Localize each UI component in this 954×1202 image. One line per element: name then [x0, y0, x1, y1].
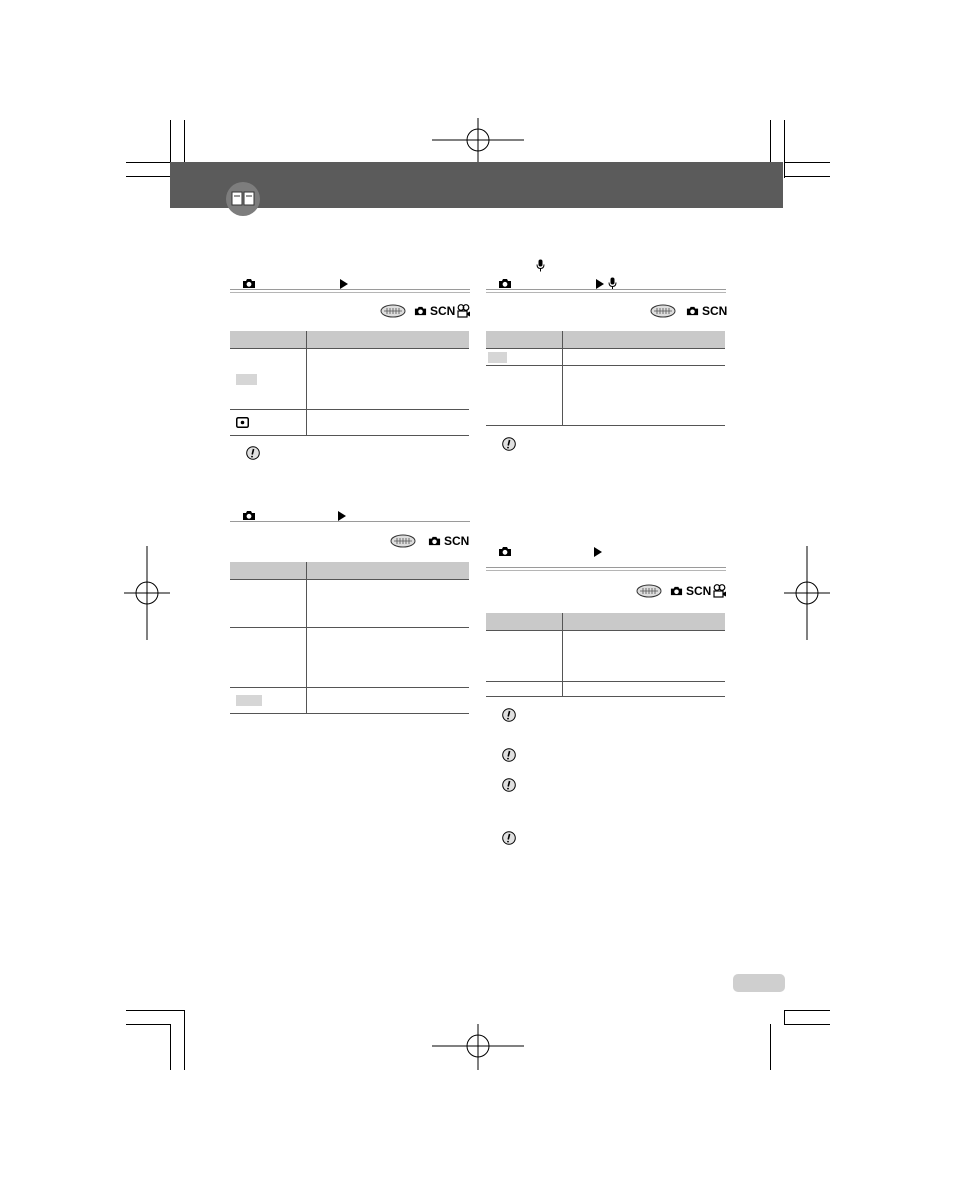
table-header-row — [230, 331, 469, 349]
mode-dial-icon — [650, 304, 676, 318]
table-header — [563, 331, 726, 349]
description-cell — [563, 349, 726, 366]
mode-dial-icon — [636, 584, 662, 598]
table-header — [230, 562, 307, 580]
table-header — [307, 331, 470, 349]
menu-path-left-2 — [230, 508, 470, 526]
mode-dial-icon — [380, 304, 406, 318]
options-table-left-1 — [230, 331, 469, 436]
options-table-right-1 — [486, 331, 725, 426]
table-header-row — [486, 331, 725, 349]
options-table-left-2 — [230, 562, 469, 714]
registration-mark-left — [124, 546, 170, 640]
divider — [230, 292, 470, 293]
movie-camera-icon — [713, 584, 726, 598]
table-row — [230, 688, 469, 714]
table-header — [486, 613, 563, 631]
play-arrow-icon — [594, 547, 602, 557]
camera-icon — [242, 278, 256, 289]
table-row — [230, 349, 469, 410]
option-cell — [230, 628, 307, 688]
divider — [486, 289, 726, 290]
mode-indicator-right-1 — [650, 304, 726, 320]
camera-icon — [242, 510, 256, 521]
divider — [486, 292, 726, 293]
description-cell — [563, 366, 726, 426]
scn-mode-label: SCN — [686, 584, 712, 598]
registration-mark-right — [784, 546, 830, 640]
scn-mode-label: SCN — [430, 304, 456, 318]
description-cell — [307, 628, 470, 688]
camera-icon — [498, 546, 512, 557]
table-header — [307, 562, 470, 580]
mode-indicator-left-1 — [380, 304, 470, 320]
divider — [230, 289, 470, 290]
note-icon — [502, 778, 516, 792]
play-arrow-icon — [338, 511, 346, 521]
table-row — [486, 349, 725, 366]
registration-mark-bottom — [432, 1024, 524, 1070]
option-cell — [230, 580, 307, 628]
header-bar — [170, 162, 783, 208]
note-icon — [502, 831, 516, 845]
section-heading — [486, 258, 726, 274]
note-icon — [502, 437, 516, 451]
table-row — [486, 682, 725, 697]
options-table-right-2 — [486, 613, 725, 697]
option-cell — [486, 631, 563, 682]
spot-metering-icon — [236, 417, 249, 428]
microphone-icon — [536, 259, 545, 272]
movie-camera-icon — [457, 304, 470, 318]
camera-icon — [498, 278, 512, 289]
option-cell — [230, 688, 307, 714]
description-cell — [307, 349, 470, 410]
option-cell — [230, 349, 307, 410]
note-icon — [246, 446, 260, 460]
book-badge — [226, 182, 260, 216]
book-icon — [231, 190, 255, 207]
description-cell — [563, 631, 726, 682]
registration-mark-top — [432, 118, 524, 162]
option-cell — [486, 349, 563, 366]
divider — [486, 567, 726, 568]
table-header — [486, 331, 563, 349]
menu-path-right-2 — [486, 544, 726, 562]
option-cell — [230, 410, 307, 436]
description-cell — [563, 682, 726, 697]
mode-dial-icon — [390, 534, 416, 548]
note-icon — [502, 708, 516, 722]
table-header — [230, 331, 307, 349]
camera-icon — [428, 535, 441, 547]
note-icon — [502, 748, 516, 762]
table-row — [486, 631, 725, 682]
play-arrow-icon — [596, 279, 604, 289]
play-arrow-icon — [340, 279, 348, 289]
table-row — [486, 366, 725, 426]
camera-icon — [414, 305, 427, 317]
table-header-row — [230, 562, 469, 580]
table-row — [230, 628, 469, 688]
page-number-tab — [733, 974, 785, 992]
table-row — [230, 410, 469, 436]
table-header-row — [486, 613, 725, 631]
option-cell — [486, 366, 563, 426]
option-badge — [236, 374, 257, 385]
mode-indicator-left-2 — [390, 534, 470, 550]
camera-icon — [670, 585, 683, 597]
option-badge — [488, 352, 507, 363]
divider — [230, 521, 470, 522]
option-badge — [236, 695, 262, 706]
table-header — [563, 613, 726, 631]
table-row — [230, 580, 469, 628]
camera-icon — [686, 305, 699, 317]
scn-mode-label: SCN — [702, 304, 728, 318]
description-cell — [307, 580, 470, 628]
mode-indicator-right-2 — [636, 584, 726, 600]
description-cell — [307, 410, 470, 436]
divider — [486, 570, 726, 571]
option-cell — [486, 682, 563, 697]
description-cell — [307, 688, 470, 714]
scn-mode-label: SCN — [444, 534, 470, 548]
